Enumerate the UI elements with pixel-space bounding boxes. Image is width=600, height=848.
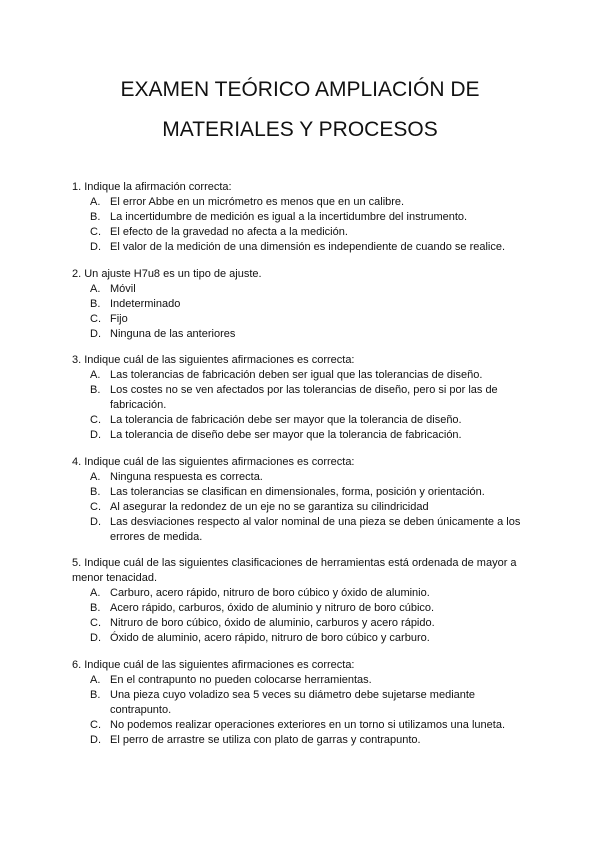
option-letter: B.: [90, 688, 101, 701]
option-letter: C.: [90, 312, 101, 325]
question-text: 2. Un ajuste H7u8 es un tipo de ajuste.: [72, 267, 262, 280]
question-text: 5. Indique cuál de las siguientes clasificaciones de herramientas está ordenada de mayor a menor tenacidad.: [72, 557, 517, 584]
option-text: Óxido de aluminio, acero rápido, nitruro de boro cúbico y carburo.: [110, 632, 430, 644]
option-letter: D.: [90, 429, 101, 441]
option-text: Las tolerancias se clasifican en dimensionales, forma, posición y orientación.: [110, 485, 485, 498]
question-2: [72, 267, 532, 342]
option-text: Carburo, acero rápido, nitruro de boro cúbico y óxido de aluminio.: [110, 587, 430, 599]
answer-option: [72, 470, 532, 485]
answer-option: [72, 413, 532, 428]
question-list: [72, 180, 532, 759]
option-text: Fijo: [110, 312, 128, 325]
question-4: [72, 455, 532, 545]
option-text: Ninguna de las anteriores: [110, 327, 236, 340]
option-letter: C.: [90, 414, 101, 426]
option-text: La incertidumbre de medición es igual a la incertidumbre del instrumento.: [110, 211, 468, 223]
answer-option: [72, 210, 532, 225]
option-text: La tolerancia de fabricación debe ser mayor que la tolerancia de diseño.: [110, 414, 462, 426]
title-line-2: MATERIALES Y PROCESOS: [162, 118, 438, 141]
option-text: El valor de la medición de una dimensión es independiente de cuando se realice.: [110, 241, 506, 253]
question-text: 4. Indique cuál de las siguientes afirmaciones es correcta:: [72, 455, 355, 468]
answer-option: [72, 240, 532, 255]
answer-option: [72, 688, 532, 718]
option-letter: A.: [90, 587, 101, 599]
answer-option: [72, 195, 532, 210]
option-text: El error Abbe en un micrómetro es menos que en un calibre.: [110, 196, 405, 208]
option-letter: C.: [90, 617, 101, 629]
option-list: [72, 586, 532, 646]
option-text: Acero rápido, carburos, óxido de aluminio y nitruro de boro cúbico.: [110, 602, 435, 614]
question-6: [72, 658, 532, 748]
answer-option: [72, 485, 532, 500]
question-text: 6. Indique cuál de las siguientes afirmaciones es correcta:: [72, 658, 355, 671]
answer-option: [72, 673, 532, 688]
answer-option: [72, 515, 532, 545]
page-title: [40, 70, 560, 150]
option-letter: D.: [90, 632, 101, 644]
answer-option: [72, 225, 532, 240]
option-text: Ninguna respuesta es correcta.: [110, 470, 263, 483]
question-5: [72, 556, 532, 646]
title-line-1: EXAMEN TEÓRICO AMPLIACIÓN DE: [120, 78, 480, 101]
option-list: [72, 470, 532, 545]
option-text: Indeterminado: [110, 297, 181, 310]
option-text: En el contrapunto no pueden colocarse herramientas.: [110, 673, 372, 686]
answer-option: [72, 368, 532, 383]
option-letter: B.: [90, 297, 101, 310]
option-letter: A.: [90, 673, 101, 686]
answer-option: [72, 631, 532, 646]
option-list: [72, 195, 532, 255]
option-text: Los costes no se ven afectados por las tolerancias de diseño, pero si por las de fabricación.: [110, 384, 498, 411]
answer-option: [72, 586, 532, 601]
option-list: [72, 282, 532, 342]
answer-option: [72, 383, 532, 413]
answer-option: [72, 312, 532, 327]
answer-option: [72, 500, 532, 515]
answer-option: [72, 733, 532, 748]
question-3: [72, 353, 532, 443]
option-letter: C.: [90, 500, 101, 513]
option-letter: B.: [90, 211, 101, 223]
answer-option: [72, 718, 532, 733]
option-text: Móvil: [110, 282, 136, 295]
option-list: [72, 368, 532, 443]
option-letter: B.: [90, 602, 101, 614]
answer-option: [72, 282, 532, 297]
option-text: Nitruro de boro cúbico, óxido de aluminio, carburos y acero rápido.: [110, 617, 435, 629]
option-text: El efecto de la gravedad no afecta a la medición.: [110, 226, 348, 238]
option-letter: D.: [90, 241, 101, 253]
option-letter: B.: [90, 485, 101, 498]
option-text: No podemos realizar operaciones exteriores en un torno si utilizamos una luneta.: [110, 718, 505, 731]
option-letter: A.: [90, 282, 101, 295]
question-1: [72, 180, 532, 255]
answer-option: [72, 327, 532, 342]
answer-option: [72, 616, 532, 631]
option-text: Una pieza cuyo voladizo sea 5 veces su diámetro debe sujetarse mediante contrapunto.: [110, 688, 476, 716]
answer-option: [72, 601, 532, 616]
option-list: [72, 673, 532, 748]
option-text: Las tolerancias de fabricación deben ser igual que las tolerancias de diseño.: [110, 369, 483, 381]
question-text: 3. Indique cuál de las siguientes afirmaciones es correcta:: [72, 354, 355, 366]
option-text: Las desviaciones respecto al valor nominal de una pieza se deben únicamente a los errores de medida.: [110, 515, 521, 543]
option-letter: B.: [90, 384, 101, 396]
option-letter: C.: [90, 718, 101, 731]
option-letter: A.: [90, 196, 101, 208]
option-letter: A.: [90, 470, 101, 483]
option-letter: D.: [90, 515, 101, 528]
option-letter: D.: [90, 327, 101, 340]
question-text: 1. Indique la afirmación correcta:: [72, 181, 232, 193]
option-letter: A.: [90, 369, 101, 381]
option-text: La tolerancia de diseño debe ser mayor que la tolerancia de fabricación.: [110, 429, 462, 441]
answer-option: [72, 428, 532, 443]
answer-option: [72, 297, 532, 312]
option-text: Al asegurar la redondez de un eje no se garantiza su cilindricidad: [110, 500, 429, 513]
option-text: El perro de arrastre se utiliza con plato de garras y contrapunto.: [110, 733, 421, 746]
option-letter: C.: [90, 226, 101, 238]
option-letter: D.: [90, 733, 101, 746]
